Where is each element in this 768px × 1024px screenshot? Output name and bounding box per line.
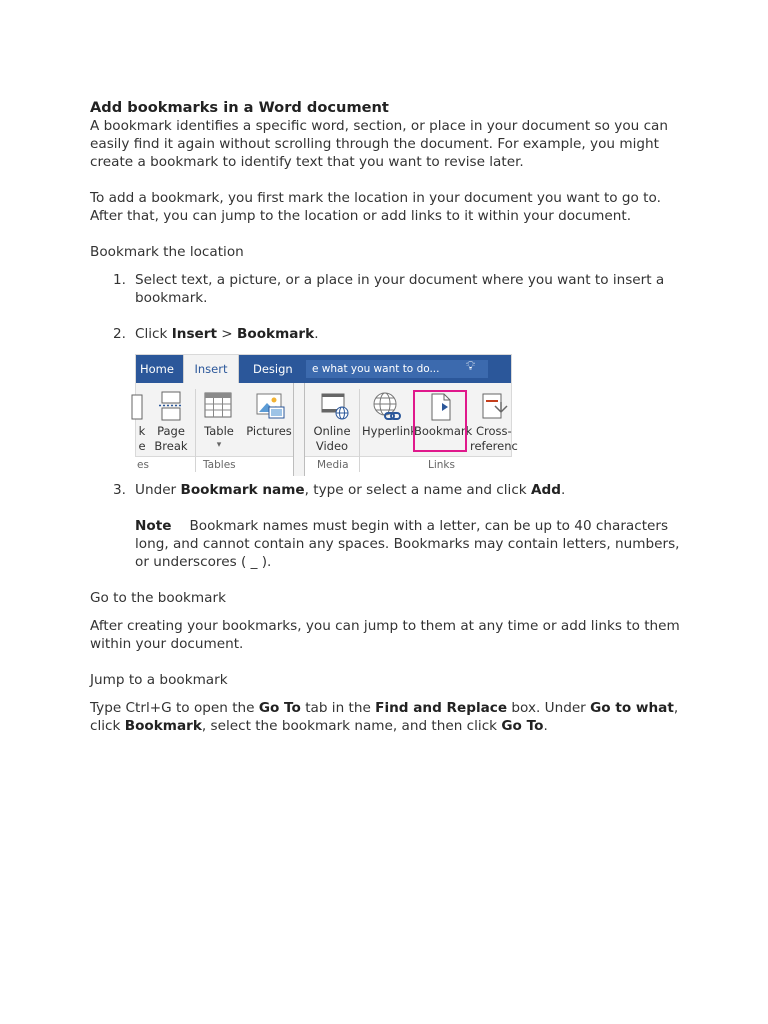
ribbon-screenshot xyxy=(135,354,518,471)
step-text: Select text, a picture, or a place in your document where you want to insert a bookmark. xyxy=(135,272,665,306)
cross-reference-icon xyxy=(481,392,511,420)
group-label-tables: Tables xyxy=(203,459,236,471)
step-text-post: . xyxy=(314,326,319,342)
jump-text-4: , click xyxy=(90,700,679,734)
list-item xyxy=(90,481,690,499)
jump-paragraph xyxy=(90,699,690,735)
document-title: Add bookmarks in a Word document xyxy=(90,99,389,116)
page-break-label-1[interactable]: Page xyxy=(157,424,185,438)
step-bold-bookmark-name: Bookmark name xyxy=(180,482,305,498)
jump-bold-go-to: Go To xyxy=(258,700,301,716)
step-number: 3. xyxy=(113,482,126,498)
jump-bold-go-to-what: Go to what xyxy=(590,700,674,716)
group-separator xyxy=(359,389,360,472)
go-to-paragraph: After creating your bookmarks, you can jump to them at any time or add links to them within your document. xyxy=(90,618,680,652)
steps-list-continued xyxy=(90,481,690,499)
cross-reference-label-2[interactable]: referenc xyxy=(470,439,518,453)
bookmark-highlight-box xyxy=(413,390,473,452)
jump-text-2: tab in the xyxy=(300,700,376,716)
step-number: 2. xyxy=(113,326,126,342)
lightbulb-icon: 💡︎ xyxy=(466,359,476,374)
jump-text-5: , select the bookmark name, and then click xyxy=(201,718,502,734)
break-label-2: e xyxy=(138,439,146,453)
jump-text-1: Type Ctrl+G to open the xyxy=(90,700,259,716)
list-item xyxy=(90,271,690,307)
cross-reference-label-1[interactable]: Cross- xyxy=(476,424,512,438)
hyperlink-label[interactable]: Hyperlink xyxy=(362,424,417,438)
tell-me-search[interactable]: e what you want to do... xyxy=(306,360,488,378)
step-bold-bookmark: Bookmark xyxy=(237,326,315,342)
step-bold-insert: Insert xyxy=(171,326,217,342)
step-text-post: . xyxy=(560,482,566,498)
jump-text-3: box. Under xyxy=(507,700,591,716)
steps-list xyxy=(90,271,690,343)
step-text-pre: Under xyxy=(135,482,181,498)
jump-bold-bookmark: Bookmark xyxy=(124,718,202,734)
note-text: Bookmark names must begin with a letter, can be up to 40 characters long, and cannot contain any spaces. Bookmarks may contain letters, numbers, or underscores ( _ ). xyxy=(135,518,680,570)
tab-design[interactable]: Design xyxy=(253,362,293,376)
group-label-links: Links xyxy=(428,459,455,471)
break-label-1: k xyxy=(138,424,146,438)
section-heading-jump: Jump to a bookmark xyxy=(90,672,228,688)
jump-bold-find-replace: Find and Replace xyxy=(375,700,508,716)
chevron-down-icon[interactable]: ▾ xyxy=(216,440,222,450)
tab-insert[interactable]: Insert xyxy=(183,355,239,383)
note-paragraph xyxy=(90,517,690,571)
online-video-label-2[interactable]: Video xyxy=(315,439,349,453)
pictures-label[interactable]: Pictures xyxy=(246,424,292,438)
jump-text-6: . xyxy=(543,718,548,734)
pictures-icon xyxy=(255,391,285,421)
note-label: Note xyxy=(135,518,172,534)
step-number: 1. xyxy=(113,272,126,288)
group-label-pages: es xyxy=(137,459,149,471)
add-bookmark-paragraph: To add a bookmark, you first mark the location in your document you want to go to. After that, you can jump to the location or add links to it within your document. xyxy=(90,190,661,224)
document-content xyxy=(90,99,690,735)
section-heading-go-to-bookmark: Go to the bookmark xyxy=(90,590,226,606)
jump-bold-go-to-end: Go To xyxy=(501,718,544,734)
ribbon-split-divider xyxy=(293,383,305,476)
step-text-mid: , type or select a name and click xyxy=(304,482,531,498)
tab-home[interactable]: Home xyxy=(140,362,174,376)
group-label-media: Media xyxy=(317,459,349,471)
step-text-mid: > xyxy=(216,326,238,342)
table-label[interactable]: Table xyxy=(204,424,234,438)
break-icon xyxy=(136,393,146,421)
page-break-icon xyxy=(159,391,183,421)
section-heading-bookmark-location: Bookmark the location xyxy=(90,244,244,260)
group-separator xyxy=(195,389,196,472)
hyperlink-icon xyxy=(372,391,402,423)
intro-paragraph: A bookmark identifies a specific word, section, or place in your document so you can easily find it again without scrolling through the document. For example, you might create a bookmark to identify text that you want to revise later. xyxy=(90,118,668,170)
list-item xyxy=(90,325,690,343)
online-video-label-1[interactable]: Online xyxy=(313,424,351,438)
page-break-label-2[interactable]: Break xyxy=(154,439,188,453)
table-icon xyxy=(204,392,232,418)
step-bold-add: Add xyxy=(531,482,561,498)
step-text-pre: Click xyxy=(135,326,172,342)
bookmark-label[interactable]: Bookmark xyxy=(414,424,473,438)
online-video-icon xyxy=(320,391,350,421)
